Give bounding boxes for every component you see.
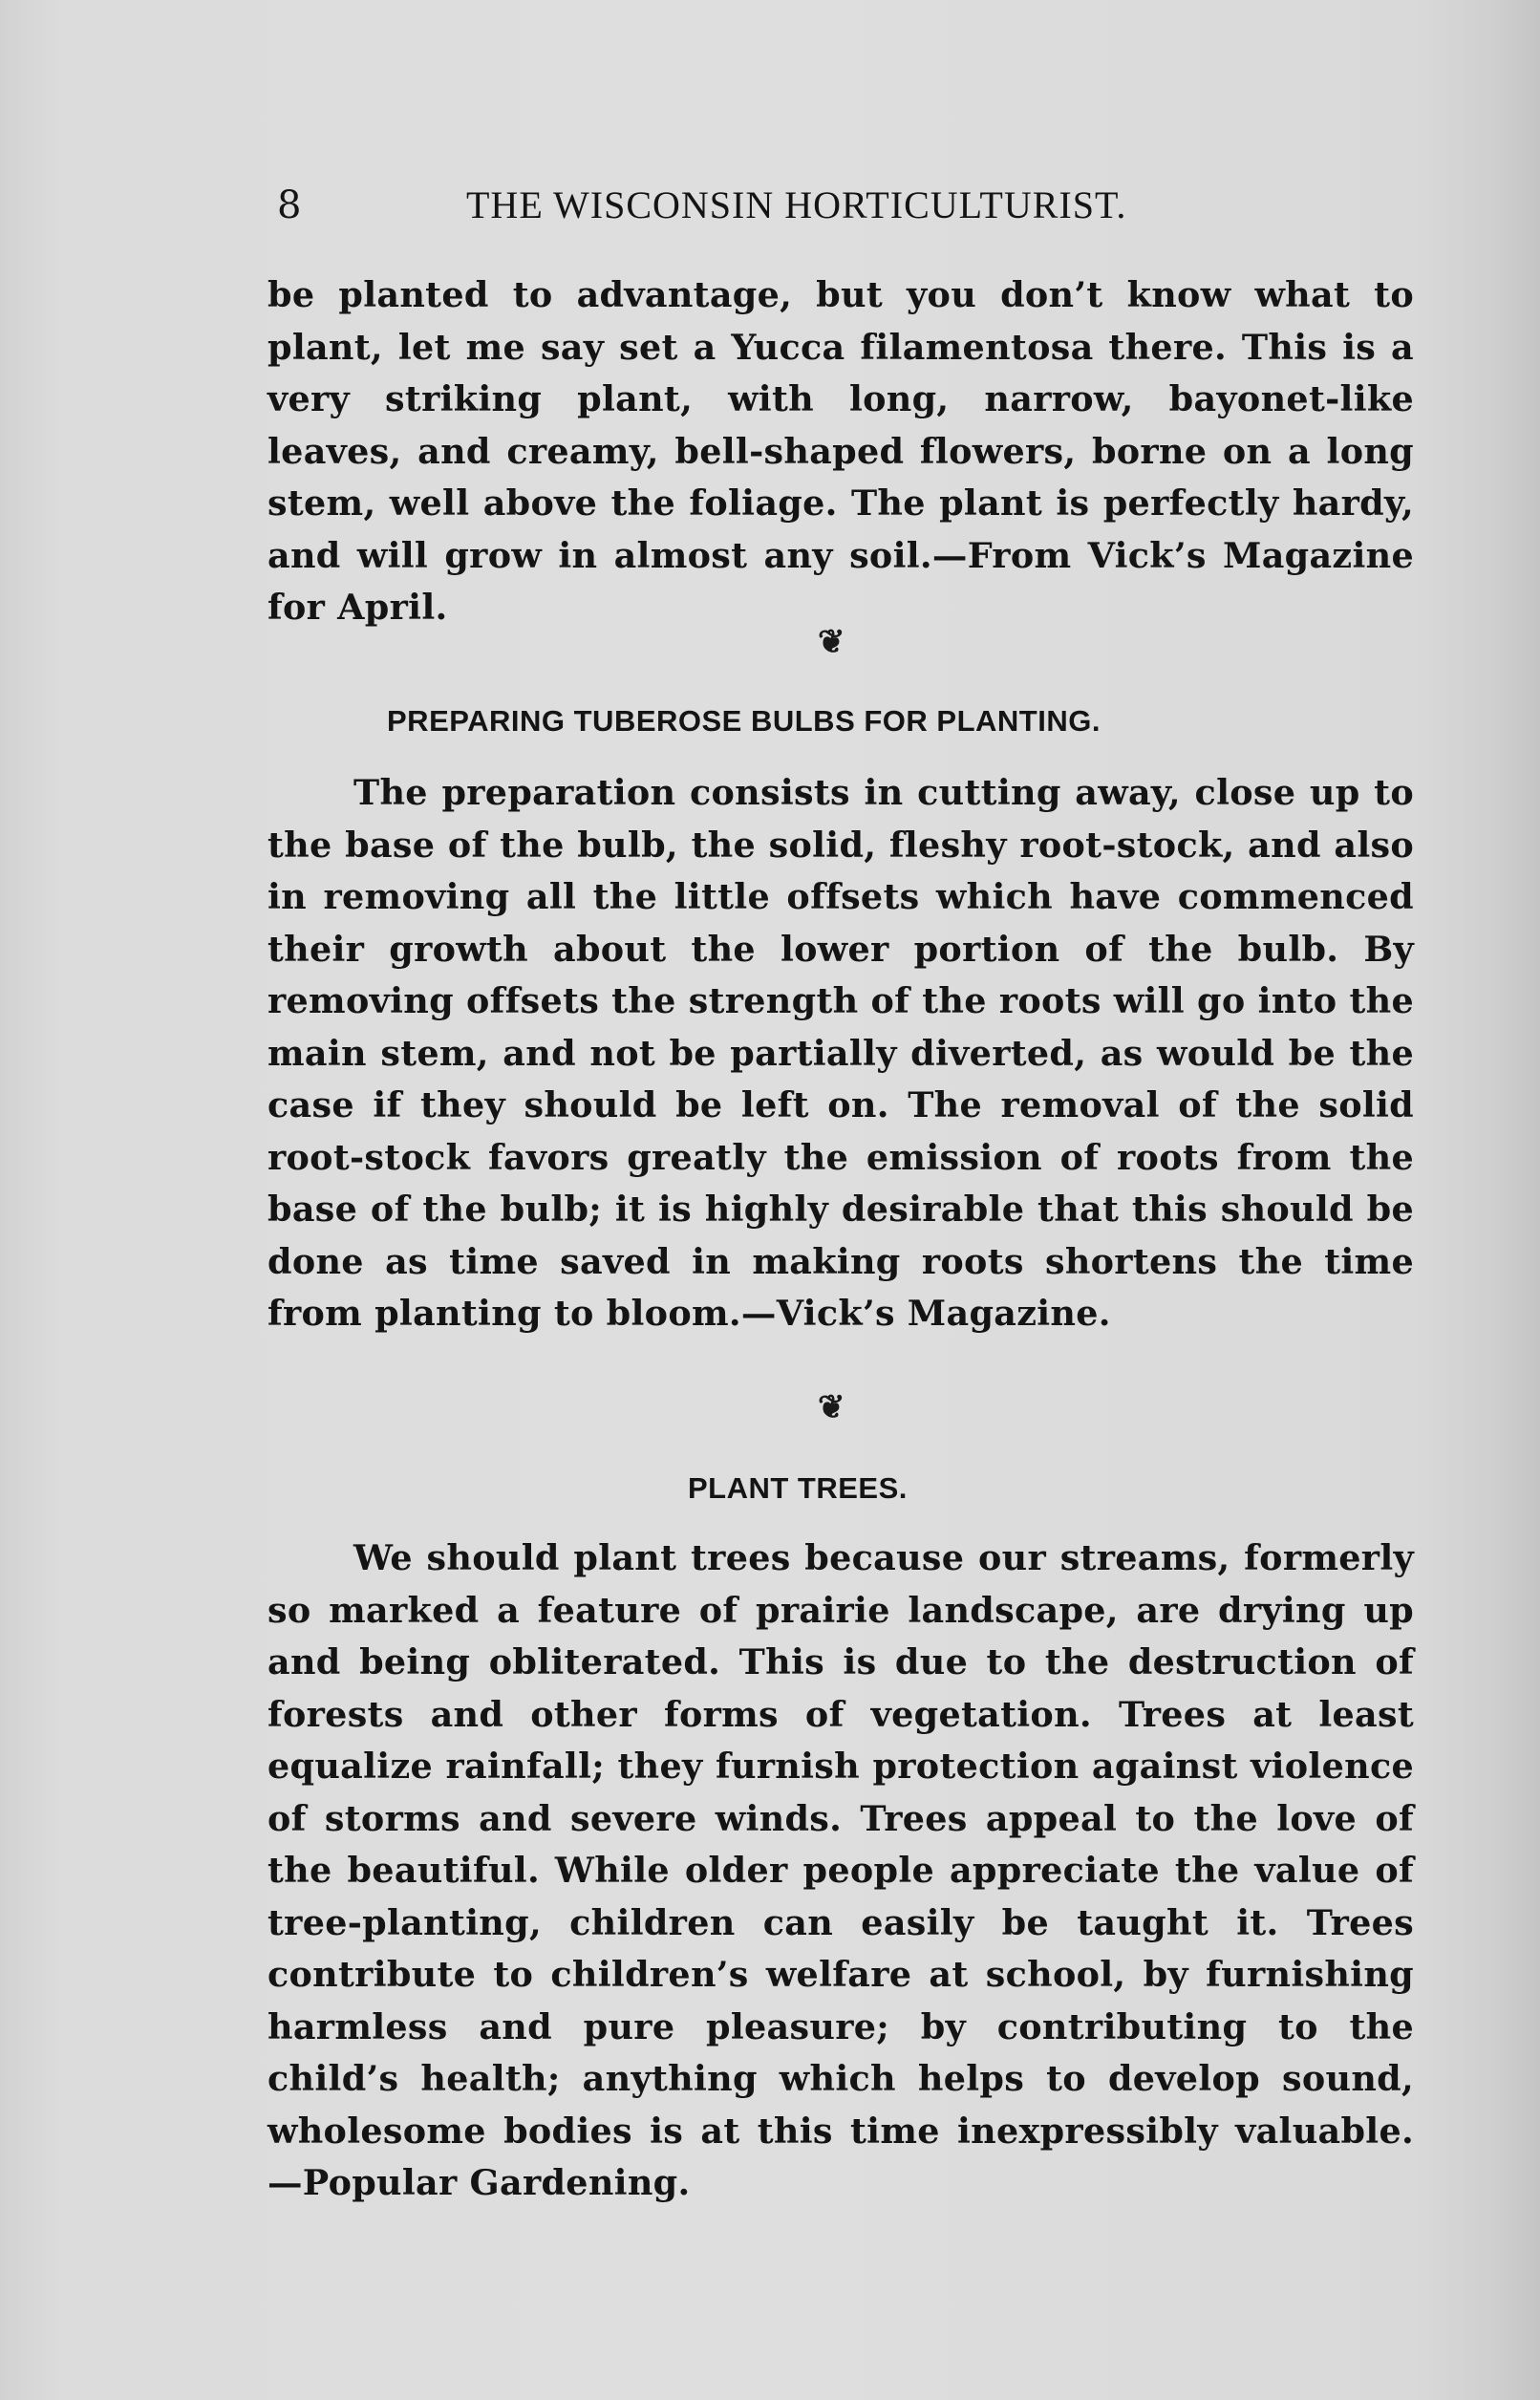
section-heading-plant-trees: PLANT TREES. xyxy=(688,1471,908,1505)
plant-trees-block xyxy=(267,1532,1414,2210)
tuberose-paragraph: The preparation consists in cutting away, close up to the base of the bulb, the solid, fleshy root-stock, and also in removing all the little offsets which have commenced their growth about the lower portion of the bulb. By removing offsets the strength of the roots will go into the main stem, and not be partially diverted, as would be the case if they should be left on. The removal of the solid root-stock favors greatly the emission of roots from the base of the bulb; it is highly desirable that this should be done as time saved in making roots shortens the time from planting to bloom.—Vick’s Magazine. xyxy=(267,772,1414,1334)
fleuron-ornament-icon: ❦ xyxy=(818,1388,845,1426)
page-number: 8 xyxy=(277,183,302,227)
intro-paragraph: be planted to advantage, but you don’t know what to plant, let me say set a Yucca filamentosa there. This is a very striking plant, with long, narrow, bayonet-like leaves, and creamy, bell-shaped flowers, borne on a long stem, well above the foliage. The plant is perfectly hardy, and will grow in almost any soil.—From Vick’s Magazine for April. xyxy=(267,274,1414,628)
plant-trees-paragraph: We should plant trees because our streams, formerly so marked a feature of prairie landscape, are drying up and being obliterated. This is due to the destruction of forests and other forms of vegetation. Trees at least equalize rainfall; they furnish protection against violence of storms and severe winds. Trees appeal to the love of the beautiful. While older people appreciate the value of tree-planting, children can easily be taught it. Trees contribute to children’s welfare at school, by furnishing harmless and pure pleasure; by contributing to the child’s health; anything which helps to develop sound, wholesome bodies is at this time inexpressibly valuable.—Popular Gardening. xyxy=(267,1537,1414,2203)
running-title: THE WISCONSIN HORTICULTURIST. xyxy=(466,183,1127,226)
page-header xyxy=(277,182,1251,229)
section-heading-tuberose: PREPARING TUBEROSE BULBS FOR PLANTING. xyxy=(387,704,1101,738)
tuberose-block xyxy=(267,767,1414,1340)
intro-block xyxy=(267,269,1414,634)
fleuron-ornament-icon: ❦ xyxy=(818,623,845,661)
